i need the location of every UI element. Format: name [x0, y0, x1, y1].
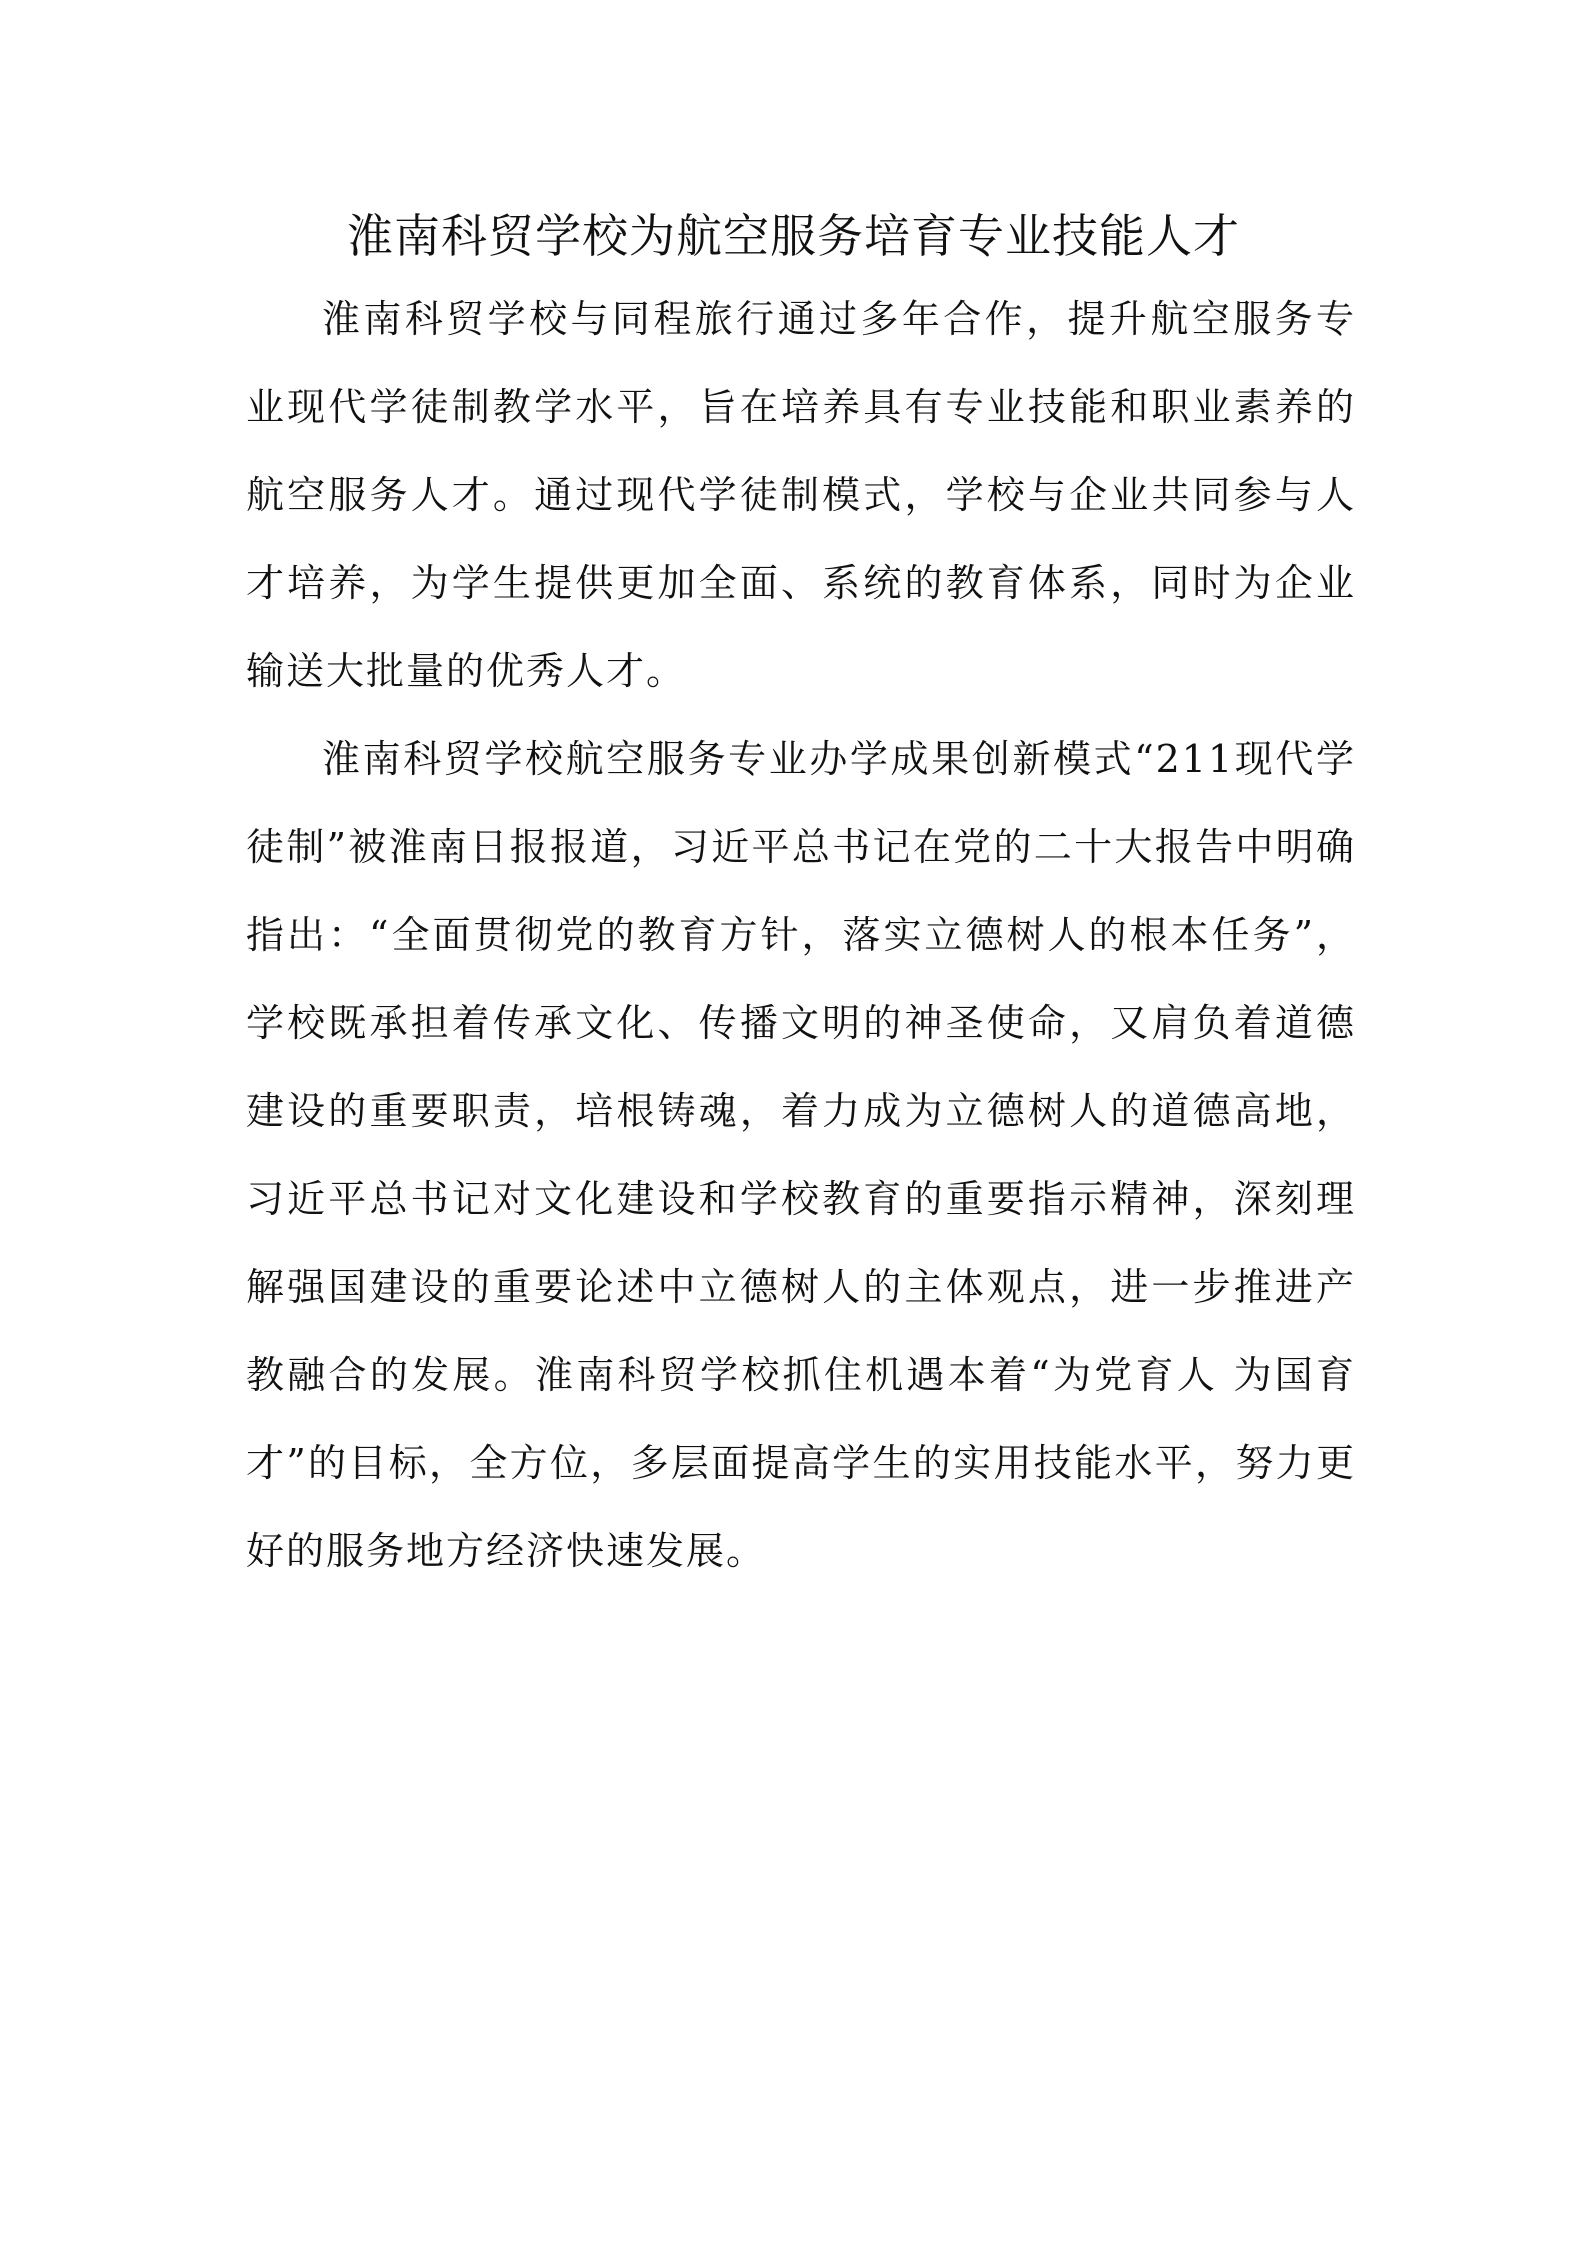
document-body	[246, 275, 1356, 1595]
document-title: 淮南科贸学校为航空服务培育专业技能人才	[347, 209, 1240, 263]
paragraph-1: 淮南科贸学校与同程旅行通过多年合作，提升航空服务专业现代学徒制教学水平，旨在培养具有专业技能和职业素养的航空服务人才。通过现代学徒制模式，学校与企业共同参与人才培养，为学生提供更加全面、系统的教育体系，同时为企业输送大批量的优秀人才。	[246, 297, 1356, 693]
paragraph-2: 淮南科贸学校航空服务专业办学成果创新模式“211现代学徒制”被淮南日报报道，习近平总书记在党的二十大报告中明确指出：“全面贯彻党的教育方针，落实立德树人的根本任务”，学校既承担着传承文化、传播文明的神圣使命，又肩负着道德建设的重要职责，培根铸魂，着力成为立德树人的道德高地，习近平总书记对文化建设和学校教育的重要指示精神，深刻理解强国建设的重要论述中立德树人的主体观点，进一步推进产教融合的发展。淮南科贸学校抓住机遇本着“为党育人 为国育才”的目标，全方位，多层面提高学生的实用技能水平，努力更好的服务地方经济快速发展。	[246, 737, 1356, 1573]
